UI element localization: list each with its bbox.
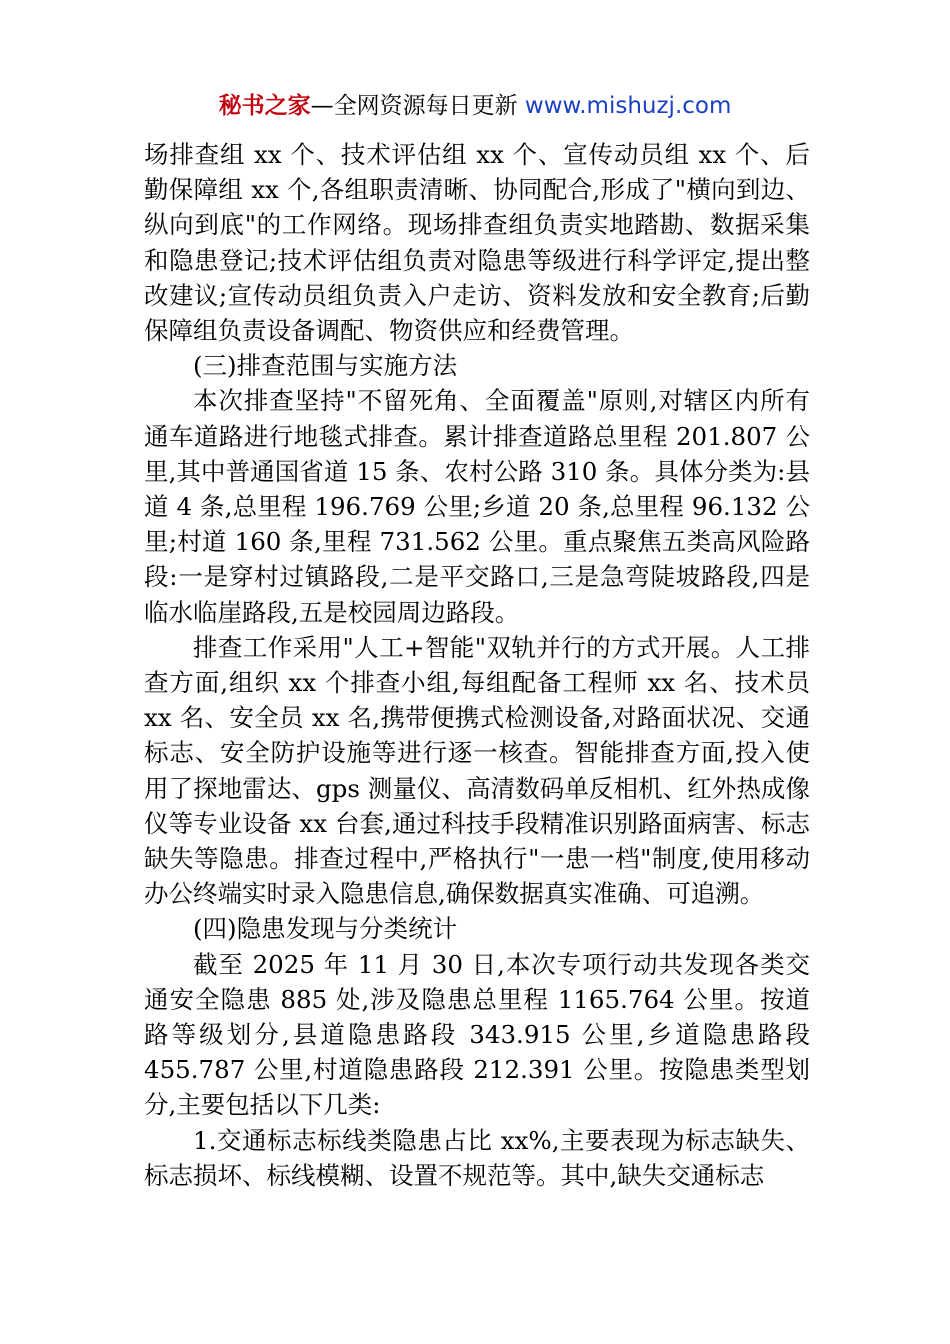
paragraph-item-1: 1.交通标志标线类隐患占比 xx%,主要表现为标志缺失、标志损坏、标线模糊、设置不规范等。其中,缺失交通标志 bbox=[144, 1125, 810, 1190]
paragraph-statistics: 截至 2025 年 11 月 30 日,本次专项行动共发现各类交通安全隐患 885 处,涉及隐患总里程 1165.764 公里。按道路等级划分,县道隐患路段 343.915 公里,乡道隐患路段 455.787 公里,村道隐患路段 212.391 公里。按隐患类型划分,主要包括以下几类: bbox=[144, 949, 810, 1120]
header-slogan: —全网资源每日更新 bbox=[310, 93, 525, 119]
paragraph-scope: 本次排查坚持"不留死角、全面覆盖"原则,对辖区内所有通车道路进行地毯式排查。累计排查道路总里程 201.807 公里,其中普通国省道 15 条、农村公路 310 条。具体分类为:县道 4 条,总里程 196.769 公里;乡道 20 条,总里程 96.132 公里;村道 160 条,里程 731.562 公里。重点聚焦五类高风险路段:一是穿村过镇路段,二是平交路口,三是急弯陡坡路段,四是临水临崖路段,五是校园周边路段。 bbox=[144, 386, 810, 627]
site-url-link[interactable]: www.mishuzj.com bbox=[524, 93, 732, 119]
site-header bbox=[0, 86, 950, 126]
paragraph-methods: 排查工作采用"人工+智能"双轨并行的方式开展。人工排查方面,组织 xx 个排查小组,每组配备工程师 xx 名、技术员 xx 名、安全员 xx 名,携带便携式检测设备,对路面状况、交通标志、安全防护设施等进行逐一核查。智能排查方面,投入使用了探地雷达、gps 测量仪、高清数码单反相机、红外热成像仪等专业设备 xx 台套,通过科技手段精准识别路面病害、标志缺失等隐患。排查过程中,严格执行"一患一档"制度,使用移动办公终端实时录入隐患信息,确保数据真实准确、可追溯。 bbox=[144, 632, 810, 909]
brand-name: 秘书之家 bbox=[218, 93, 311, 119]
section-heading-3: (三)排查范围与实施方法 bbox=[193, 351, 458, 381]
paragraph-continuation: 场排查组 xx 个、技术评估组 xx 个、宣传动员组 xx 个、后勤保障组 xx 个,各组职责清晰、协同配合,形成了"横向到边、纵向到底"的工作网络。现场排查组负责实地踏勘、数据采集和隐患登记;技术评估组负责对隐患等级进行科学评定,提出整改建议;宣传动员组负责入户走访、资料发放和安全教育;后勤保障组负责设备调配、物资供应和经费管理。 bbox=[144, 140, 810, 346]
section-heading-4: (四)隐患发现与分类统计 bbox=[193, 914, 458, 944]
document-body bbox=[144, 137, 810, 1193]
